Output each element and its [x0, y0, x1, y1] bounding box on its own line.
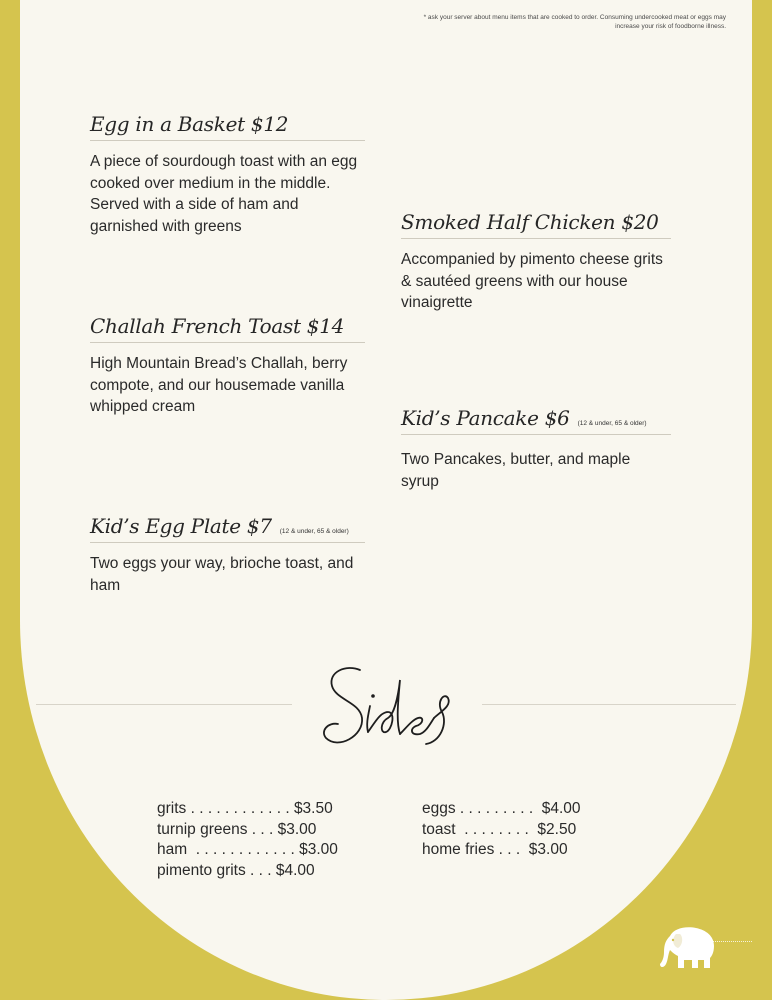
sides-list-left — [157, 799, 338, 882]
side-item: grits . . . . . . . . . . . . $3.50 — [157, 800, 333, 817]
menu-item-smoked-half-chicken — [401, 210, 671, 314]
menu-item-header — [90, 514, 365, 543]
menu-item-title: Kid’s Pancake $6 — [401, 406, 570, 430]
menu-item-title: Egg in a Basket $12 — [90, 112, 289, 136]
side-item: pimento grits . . . $4.00 — [157, 862, 315, 880]
side-item: toast . . . . . . . . $2.50 — [422, 820, 577, 838]
menu-item-description: Two Pancakes, butter, and maple syrup — [401, 451, 631, 490]
menu-item-header — [401, 406, 671, 435]
menu-item-description: High Mountain Bread’s Challah, berry compote, and our housemade vanilla whipped cream — [90, 355, 348, 415]
menu-item-description: A piece of sourdough toast with an egg cooked over medium in the middle. Served with a side of ham and garnished with greens — [90, 153, 358, 235]
sides-title — [316, 658, 466, 758]
disclaimer: * ask your server about menu items that are cooked to order. Consuming undercooked meat or eggs may increase your risk of foodborne illness. — [423, 14, 726, 30]
menu-item-kids-egg-plate — [90, 514, 365, 596]
sides-divider-left — [36, 704, 292, 705]
menu-item-description: Accompanied by pimento cheese grits & sautéed greens with our house vinaigrette — [401, 251, 663, 311]
menu-item-kids-pancake — [401, 406, 671, 492]
side-item: home fries . . . $3.00 — [422, 841, 568, 859]
menu-item-title: Smoked Half Chicken $20 — [401, 210, 659, 234]
menu-item-title: Challah French Toast $14 — [90, 314, 345, 338]
menu-item-header — [90, 314, 365, 343]
side-item: ham . . . . . . . . . . . . $3.00 — [157, 841, 338, 859]
sides-list-right — [422, 799, 581, 861]
sides-script-lettering — [316, 658, 466, 758]
menu-item-description: Two eggs your way, brioche toast, and ham — [90, 555, 354, 594]
side-item: turnip greens . . . $3.00 — [157, 820, 317, 838]
menu-item-title: Kid’s Egg Plate $7 — [90, 514, 272, 538]
menu-panel — [20, 0, 752, 1000]
elephant-icon — [656, 922, 720, 972]
menu-item-challah-french-toast — [90, 314, 365, 418]
menu-item-header — [90, 112, 365, 141]
sides-divider-right — [482, 704, 736, 705]
menu-item-header — [401, 210, 671, 239]
menu-item-egg-in-a-basket — [90, 112, 365, 237]
side-item: eggs . . . . . . . . . $4.00 — [422, 800, 581, 817]
menu-item-age-note: (12 & under, 65 & older) — [279, 528, 349, 535]
menu-item-age-note: (12 & under, 65 & older) — [577, 420, 647, 427]
top-line — [20, 0, 752, 2]
